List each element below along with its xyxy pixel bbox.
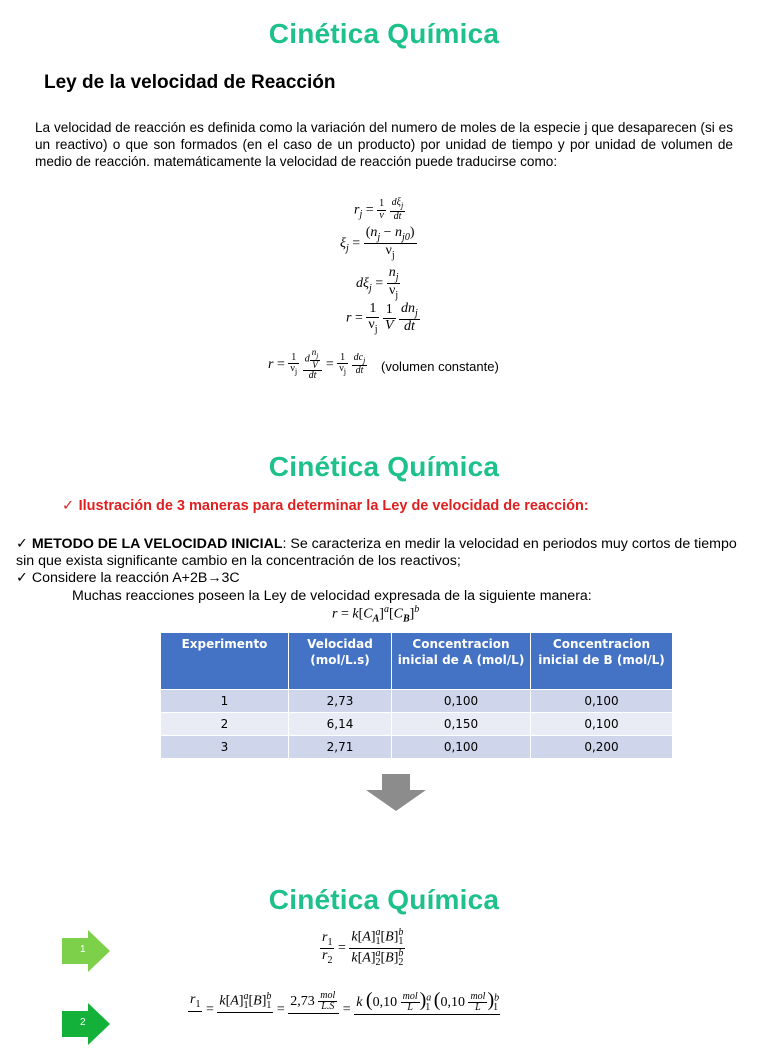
equation-rate: $r_j$ = $\frac{1}{v}$ $\frac{d\xi_j}{dt}$ xyxy=(354,197,404,222)
slide3-title: Cinética Química xyxy=(268,884,500,915)
step-number: 2 xyxy=(80,1017,86,1028)
down-arrow-icon xyxy=(364,774,428,812)
slide1-subtitle: Ley de la velocidad de Reacción xyxy=(44,72,336,93)
method-description: : Se caracteriza en medir la velocidad en periodos muy cortos de tiempo sin que exista significante cambio en la concentración de los reactivos; xyxy=(16,536,737,569)
table-cell: 2,73 xyxy=(289,690,392,713)
table-row xyxy=(161,690,673,713)
check-icon: ✓ xyxy=(62,498,75,514)
table-header: Concentracion inicial de B (mol/L) xyxy=(531,633,673,690)
green-arrow-icon xyxy=(62,1003,110,1045)
table-header: Velocidad (mol/L.s) xyxy=(289,633,392,690)
equation-extent: $\xi_j$ = $\frac{(n_j - n_{j0})}{\nu_j}$ xyxy=(340,225,415,262)
step-number: 1 xyxy=(80,944,86,955)
green-arrow-icon xyxy=(62,930,110,972)
consider-bullet xyxy=(16,570,240,587)
equation-r-constant-volume: r = $\frac{1}{\nu_j}$ d $\frac{n_j}{V}$ dt = $\frac{1}{\nu_j}$ $\frac{dc_j}{dt}$ xyxy=(268,347,366,382)
constant-volume-note: (volumen constante) xyxy=(381,359,499,374)
check-icon: ✓ xyxy=(16,570,28,586)
slide2-title: Cinética Química xyxy=(268,451,500,482)
red-bullet-item xyxy=(62,497,589,515)
many-reactions-text: Muchas reacciones poseen la Ley de velocidad expresada de la siguiente manera: xyxy=(72,588,592,604)
equation-r: r = $\frac{1}{\nu_j}$ $\frac{1}{V}$ $\frac{dn_j}{dt}$ xyxy=(346,301,418,335)
step-arrow-2 xyxy=(62,1003,110,1045)
table-cell: 3 xyxy=(161,736,289,759)
table-cell: 0,100 xyxy=(531,690,673,713)
red-bullet-text: Ilustración de 3 maneras para determinar la Ley de velocidad de reacción: xyxy=(78,498,589,514)
substitution-equation: $r_1$ = $k[A]^a_1[B]^b_1$ = 2,73 $\frac{\text{mol}}{L.S}$ = k (0,10 $\frac{\text{mol}}{L}$ )$^a_1$ (0,10 $\frac{\text{mol}}{L}$ )$^b_1$ xyxy=(190,989,500,1017)
equation-dextent: $d\xi_j$ = $\frac{n_j}{\nu_j}$ xyxy=(356,265,399,302)
table-cell: 2 xyxy=(161,713,289,736)
slide1-paragraph: La velocidad de reacción es definida como la variación del numero de moles de la especie j que desaparecen (si es un reactivo) o que son formados (en el caso de un producto) por unidad de tiempo y por unidad de volumen de medio de reacción. matemáticamente la velocidad de reacción puede traducirse como: xyxy=(35,120,733,169)
experiment-table xyxy=(160,632,673,759)
method-title: METODO DE LA VELOCIDAD INICIAL xyxy=(31,536,283,552)
table-header: Experimento xyxy=(161,633,289,690)
table-header: Concentracion inicial de A (mol/L) xyxy=(392,633,531,690)
consider-text: Considere la reacción A+2B→3C xyxy=(31,570,240,586)
table-cell: 0,100 xyxy=(392,690,531,713)
table-cell: 1 xyxy=(161,690,289,713)
step-arrow-1 xyxy=(62,930,110,972)
table-row xyxy=(161,713,673,736)
table-cell: 0,100 xyxy=(392,736,531,759)
table-cell: 6,14 xyxy=(289,713,392,736)
table-cell: 0,100 xyxy=(531,713,673,736)
slide1-title: Cinética Química xyxy=(268,18,500,49)
method-bullet xyxy=(16,536,752,570)
rate-law-equation: $r = k[C_A]^a[C_B]^b$ xyxy=(332,604,420,625)
table-cell: 0,200 xyxy=(531,736,673,759)
table-cell: 0,150 xyxy=(392,713,531,736)
check-icon: ✓ xyxy=(16,536,28,552)
table-cell: 2,71 xyxy=(289,736,392,759)
table-row xyxy=(161,736,673,759)
ratio-equation: $\frac{r_1}{r_2}$ = $\frac{k[A]^a_1[B]^b_1}{k[A]^a_2[B]^b_2}$ xyxy=(322,927,404,969)
